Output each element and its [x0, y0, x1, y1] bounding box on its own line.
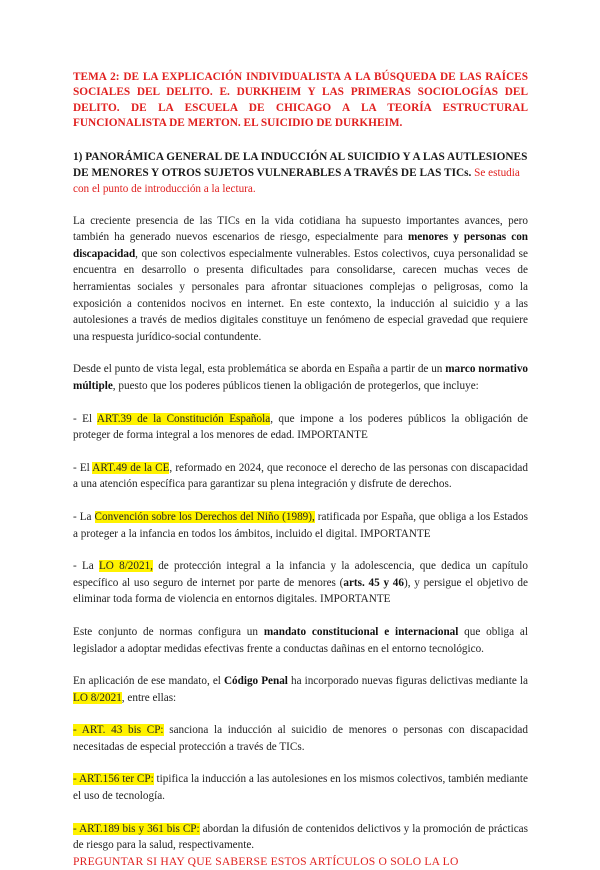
text-run: - El: [73, 461, 93, 474]
section-heading-text: 1) PANORÁMICA GENERAL DE LA INDUCCIÓN AL SUICIDIO Y A LAS AUTLESIONES DE MENORES Y OTROS SUJETOS VULNERABLES A TRAVÉS DE LAS TICs.: [73, 150, 528, 179]
bold-run: Código Penal: [223, 675, 288, 688]
text-run: Este conjunto de normas configura un: [73, 625, 264, 638]
text-run: tipifica la inducción a las autolesiones en los mismos colectivos, también mediante el uso de tecnología.: [73, 773, 528, 803]
paragraph-legal: [73, 361, 528, 394]
text-run: , reformado en 2024, que reconoce el derecho de las personas con discapacidad a una atención específica para garantizar su plena integración y disfrute de derechos.: [73, 461, 528, 491]
highlighted-text: - ART.156 ter CP:: [73, 773, 154, 786]
text-run: En aplicación de ese mandato, el: [73, 675, 224, 688]
text-run: ratificada por España, que obliga a los Estados a proteger a la infancia en todos los ámbitos, incluido el digital. IMPORTANTE: [73, 510, 528, 540]
text-run: - El: [73, 412, 97, 425]
paragraph-codigo-penal: [73, 673, 528, 706]
text-run: , entre ellas:: [121, 691, 177, 704]
list-item-convention: [73, 509, 528, 542]
highlighted-text: ART.49 de la CE: [92, 461, 170, 474]
cp-item-art189: [73, 821, 528, 854]
list-item-art49: [73, 460, 528, 493]
page-title: TEMA 2: DE LA EXPLICACIÓN INDIVIDUALISTA A LA BÚSQUEDA DE LAS RAÍCES SOCIALES DEL DELITO. E. DURKHEIM Y LAS PRIMERAS SOCIOLOGÍAS DEL DELITO. DE LA ESCUELA DE CHICAGO A LA TEORÍA ESTRUCTURAL FUNCIONALISTA DE MERTON. EL SUICIDIO DE DURKHEIM.: [73, 71, 528, 130]
text-run: - La: [73, 560, 99, 573]
highlighted-text: LO 8/2021: [73, 691, 122, 704]
highlighted-text: LO 8/2021,: [98, 560, 153, 573]
list-item-art39: [73, 411, 528, 444]
text-run: , puesto que los poderes públicos tienen la obligación de protegerlos, que incluye:: [112, 379, 479, 392]
section-note: Se estudia con el punto de introducción a la lectura.: [73, 166, 520, 195]
highlighted-text: - ART.189 bis y 361 bis CP:: [73, 822, 200, 835]
text-run: , que son colectivos especialmente vulnerables. Estos colectivos, cuya personalidad se encuentra en desarrollo o presenta dificultades para consolidarse, carecen muchas veces de herramientas sociales y personales para afrontar situaciones complejas o peligrosas, como la exposición a contenidos nocivos en internet. En este contexto, la inducción al suicidio y a las autolesiones a través de medios digitales constituye un fenómeno de especial gravedad que requiere una respuesta jurídico-social contundente.: [73, 247, 528, 343]
highlighted-text: - ART. 43 bis CP:: [73, 724, 164, 737]
cp-item-art143: [73, 722, 528, 755]
paragraph-mandate: [73, 624, 528, 657]
text-run: , que impone a los poderes públicos la obligación de proteger de forma integral a los menores de edad. IMPORTANTE: [73, 412, 528, 442]
text-run: ), y persigue el objetivo de eliminar toda forma de violencia en entornos digitales. IMPORTANTE: [73, 576, 528, 606]
text-run: ha incorporado nuevas figuras delictivas mediante la: [287, 675, 528, 688]
paragraph-intro: [73, 213, 528, 346]
bold-run: marco normativo múltiple: [73, 363, 529, 392]
text-run: sanciona la inducción al suicidio de menores o personas con discapacidad necesitadas de especial protección a través de TICs.: [73, 724, 528, 753]
bold-run: mandato constitucional e internacional: [263, 625, 459, 638]
question-note: PREGUNTAR SI HAY QUE SABERSE ESTOS ARTÍCULOS O SOLO LA LO: [73, 854, 459, 868]
cp-item-art156: [73, 771, 528, 804]
section-heading: [73, 149, 528, 197]
text-run: La creciente presencia de las TICs en la vida cotidiana ha supuesto importantes avances, pero también ha generado nuevos escenarios de riesgo, especialmente para: [73, 214, 528, 244]
text-run: Desde el punto de vista legal, esta problemática se aborda en España a partir de un: [73, 363, 446, 376]
highlighted-text: Convención sobre los Derechos del Niño (1989),: [94, 510, 315, 523]
text-run: - La: [73, 510, 95, 523]
text-run: que obliga al legislador a adoptar medidas efectivas frente a conductas dañinas en el entorno tecnológico.: [73, 625, 528, 655]
bold-run: menores y personas con discapacidad: [73, 231, 529, 260]
list-item-lo-8-2021: [73, 558, 528, 608]
text-run: de protección integral a la infancia y la adolescencia, que dedica un capítulo específico al uso seguro de internet por parte de menores (: [73, 560, 529, 589]
bold-run: arts. 45 y 46: [343, 576, 404, 589]
document-page: [73, 70, 528, 870]
text-run: abordan la difusión de contenidos delictivos y la promoción de prácticas de riesgo para la salud, respectivamente.: [73, 822, 528, 852]
highlighted-text: ART.39 de la Constitución Española: [96, 412, 271, 425]
